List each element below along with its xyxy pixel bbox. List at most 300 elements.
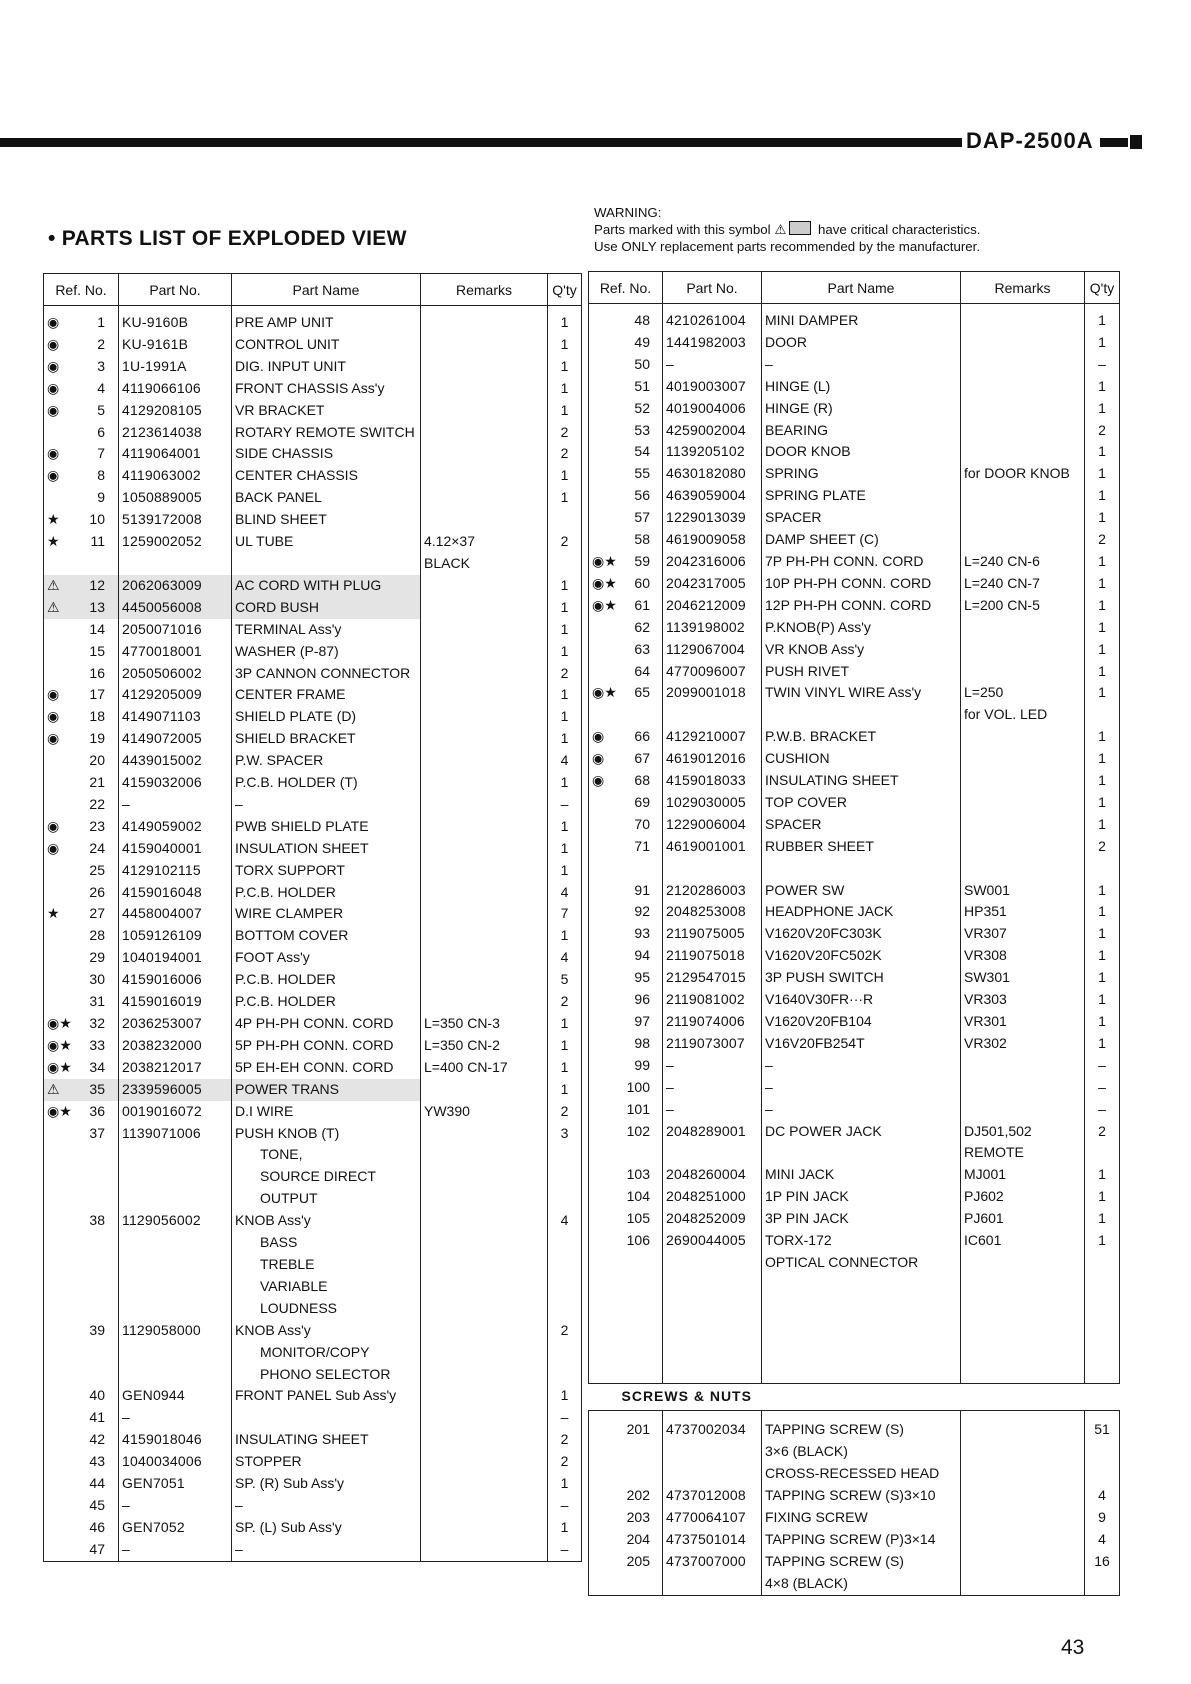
quantity: 1 <box>1085 880 1120 902</box>
quantity: 5 <box>548 969 582 991</box>
remarks <box>961 617 1085 639</box>
ref-cell <box>44 1276 119 1298</box>
ref-number: 104 <box>626 1188 650 1205</box>
ref-mark: ◉★ <box>592 574 617 591</box>
table-row <box>44 1276 582 1298</box>
table-row <box>589 945 1120 967</box>
part-number: 2119075018 <box>663 945 762 967</box>
ref-cell <box>589 1362 663 1384</box>
part-name: SP. (L) Sub Ass'y <box>232 1517 421 1539</box>
part-name: TAPPING SCREW (S) <box>762 1551 961 1573</box>
remarks <box>421 575 548 597</box>
quantity: 1 <box>1085 923 1120 945</box>
remarks: L=240 CN-6 <box>961 551 1085 573</box>
quantity: – <box>1085 354 1120 376</box>
remarks <box>961 1362 1085 1384</box>
part-name: DOOR KNOB <box>762 441 961 463</box>
table-row <box>589 901 1120 923</box>
quantity: 1 <box>548 641 582 663</box>
part-name: OPTICAL CONNECTOR <box>762 1252 961 1274</box>
table-row <box>589 463 1120 485</box>
screws-header-row <box>589 1384 1120 1411</box>
ref-cell <box>44 1210 119 1232</box>
part-name: 3P CANNON CONNECTOR <box>232 663 421 685</box>
remarks <box>421 1495 548 1517</box>
ref-cell <box>44 1232 119 1254</box>
part-name: PUSH KNOB (T) <box>232 1123 421 1145</box>
remarks <box>961 858 1085 880</box>
table-row <box>44 663 582 685</box>
ref-number: 92 <box>634 903 650 920</box>
part-number: 4149072005 <box>119 728 232 750</box>
ref-number: 48 <box>634 312 650 328</box>
part-name: SOURCE DIRECT <box>232 1166 421 1188</box>
table-row <box>44 1539 582 1562</box>
remarks <box>421 1276 548 1298</box>
screws-title: SCREWS & NUTS <box>589 1384 1120 1411</box>
remarks <box>961 1340 1085 1362</box>
part-name <box>762 1340 961 1362</box>
ref-number: 62 <box>634 618 650 635</box>
quantity: 1 <box>1085 398 1120 420</box>
ref-cell <box>589 1011 663 1033</box>
part-number: KU-9161B <box>119 334 232 356</box>
table-row <box>589 1208 1120 1230</box>
table-row <box>44 860 582 882</box>
remarks <box>961 1463 1085 1485</box>
part-number: 1129058000 <box>119 1320 232 1342</box>
part-number <box>663 1362 762 1384</box>
table-row <box>589 1142 1120 1164</box>
ref-number: 31 <box>89 993 105 1010</box>
part-name: 5P PH-PH CONN. CORD <box>232 1035 421 1057</box>
remarks <box>961 661 1085 683</box>
part-number: – <box>663 354 762 376</box>
table-row <box>589 1318 1120 1340</box>
ref-number: 44 <box>89 1475 105 1492</box>
quantity: 2 <box>1085 529 1120 551</box>
part-number: 2119075005 <box>663 923 762 945</box>
quantity: 1 <box>1085 1230 1120 1252</box>
remarks <box>421 991 548 1013</box>
ref-cell <box>589 1121 663 1143</box>
quantity <box>1085 858 1120 880</box>
table-row <box>589 748 1120 770</box>
quantity: 1 <box>548 400 582 422</box>
part-number <box>663 1573 762 1596</box>
part-number: 1139071006 <box>119 1123 232 1145</box>
ref-number: 57 <box>634 509 650 526</box>
quantity: 1 <box>1085 682 1120 704</box>
ref-number: 95 <box>634 969 650 986</box>
part-name: TERMINAL Ass'y <box>232 619 421 641</box>
remarks: BLACK <box>421 553 548 575</box>
quantity <box>1085 1463 1120 1485</box>
part-name: 3P PUSH SWITCH <box>762 967 961 989</box>
ref-cell <box>589 1551 663 1573</box>
part-name: SHIELD BRACKET <box>232 728 421 750</box>
quantity: 1 <box>1085 332 1120 354</box>
col-remarks: Remarks <box>421 274 548 306</box>
part-name: SPRING <box>762 463 961 485</box>
table-row <box>589 792 1120 814</box>
remarks: L=350 CN-2 <box>421 1035 548 1057</box>
part-number: 4159032006 <box>119 772 232 794</box>
part-name: TOP COVER <box>762 792 961 814</box>
ref-cell <box>44 1429 119 1451</box>
table-row <box>589 551 1120 573</box>
table-row <box>589 661 1120 683</box>
ref-cell <box>589 420 663 442</box>
ref-mark: ◉ <box>592 772 605 789</box>
part-name: – <box>762 1077 961 1099</box>
ref-cell <box>44 1101 119 1123</box>
ref-cell <box>44 575 119 597</box>
table-row <box>44 991 582 1013</box>
remarks <box>961 1573 1085 1596</box>
ref-cell <box>589 639 663 661</box>
table-row <box>589 1055 1120 1077</box>
table-row <box>589 1252 1120 1274</box>
ref-cell <box>589 463 663 485</box>
quantity: 1 <box>1085 1186 1120 1208</box>
table-row <box>589 1411 1120 1441</box>
remarks <box>421 772 548 794</box>
remarks <box>421 706 548 728</box>
part-name: STOPPER <box>232 1451 421 1473</box>
ref-number: 22 <box>89 795 105 812</box>
remarks <box>961 1296 1085 1318</box>
part-number: 1441982003 <box>663 332 762 354</box>
quantity: 1 <box>548 356 582 378</box>
table-header-row <box>44 274 582 306</box>
table-row <box>44 684 582 706</box>
part-name: DIG. INPUT UNIT <box>232 356 421 378</box>
ref-number: 25 <box>89 861 105 878</box>
ref-mark: ◉ <box>47 839 60 856</box>
part-number: 1259002052 <box>119 531 232 553</box>
ref-number: 47 <box>89 1540 105 1557</box>
ref-cell <box>44 1407 119 1429</box>
ref-number: 55 <box>634 465 650 482</box>
ref-cell <box>589 1340 663 1362</box>
col-name: Part Name <box>232 274 421 306</box>
quantity: 1 <box>1085 507 1120 529</box>
part-name: V1620V20FC303K <box>762 923 961 945</box>
ref-mark: ◉ <box>47 467 60 484</box>
ref-cell <box>589 1055 663 1077</box>
remarks <box>961 529 1085 551</box>
remarks: L=250 <box>961 682 1085 704</box>
quantity <box>548 1298 582 1320</box>
part-name: WIRE CLAMPER <box>232 903 421 925</box>
part-name: OUTPUT <box>232 1188 421 1210</box>
ref-cell <box>44 794 119 816</box>
quantity: – <box>548 1407 582 1429</box>
part-number: 4119064001 <box>119 443 232 465</box>
ref-cell <box>44 1166 119 1188</box>
quantity: 2 <box>1085 1121 1120 1143</box>
ref-mark: ◉ <box>47 730 60 747</box>
table-row <box>589 639 1120 661</box>
ref-number: 27 <box>89 905 105 922</box>
remarks <box>421 860 548 882</box>
remarks: for DOOR KNOB <box>961 463 1085 485</box>
ref-mark: ◉★ <box>47 1102 72 1119</box>
table-row <box>589 1551 1120 1573</box>
ref-cell <box>44 509 119 531</box>
part-number: 4639059004 <box>663 485 762 507</box>
remarks <box>421 465 548 487</box>
table-row <box>44 1232 582 1254</box>
part-number: 2123614038 <box>119 422 232 444</box>
part-name: INSULATING SHEET <box>762 770 961 792</box>
ref-mark: ◉★ <box>592 596 617 613</box>
part-number <box>119 1166 232 1188</box>
ref-number: 56 <box>634 487 650 504</box>
table-row <box>589 770 1120 792</box>
ref-cell <box>589 967 663 989</box>
ref-cell <box>44 1057 119 1079</box>
table-row <box>44 1473 582 1495</box>
remarks: SW001 <box>961 880 1085 902</box>
ref-number: 93 <box>634 925 650 942</box>
part-name: SIDE CHASSIS <box>232 443 421 465</box>
ref-number: 102 <box>626 1122 650 1139</box>
quantity <box>548 1188 582 1210</box>
remarks <box>421 1298 548 1320</box>
ref-number: 99 <box>634 1056 650 1073</box>
table-row <box>589 1164 1120 1186</box>
part-number: 4770064107 <box>663 1507 762 1529</box>
ref-number: 98 <box>634 1034 650 1051</box>
table-row <box>44 1364 582 1386</box>
quantity <box>548 1276 582 1298</box>
quantity: 1 <box>548 334 582 356</box>
part-name: FIXING SCREW <box>762 1507 961 1529</box>
part-number <box>663 1252 762 1274</box>
part-name: SPACER <box>762 814 961 836</box>
ref-number: 46 <box>89 1518 105 1535</box>
quantity: 1 <box>548 1035 582 1057</box>
quantity: – <box>1085 1055 1120 1077</box>
ref-cell <box>44 1451 119 1473</box>
ref-cell <box>44 1035 119 1057</box>
ref-number: 94 <box>634 947 650 964</box>
table-row <box>44 728 582 750</box>
ref-number: 39 <box>89 1321 105 1338</box>
remarks <box>961 1551 1085 1573</box>
part-name: ROTARY REMOTE SWITCH <box>232 422 421 444</box>
remarks <box>961 770 1085 792</box>
part-number: 4619012016 <box>663 748 762 770</box>
table-row <box>44 1407 582 1429</box>
part-number: 2062063009 <box>119 575 232 597</box>
col-qty: Q'ty <box>1085 272 1120 304</box>
remarks <box>421 400 548 422</box>
quantity: – <box>1085 1077 1120 1099</box>
ref-number: 17 <box>89 686 105 703</box>
part-number: – <box>119 1407 232 1429</box>
quantity: 2 <box>548 1451 582 1473</box>
warning-line1-pre: Parts marked with this symbol <box>594 222 771 237</box>
part-number <box>663 1340 762 1362</box>
part-number: 2690044005 <box>663 1230 762 1252</box>
part-number: 1229006004 <box>663 814 762 836</box>
table-row <box>589 1573 1120 1596</box>
quantity: 1 <box>1085 967 1120 989</box>
remarks <box>421 663 548 685</box>
ref-number: 60 <box>634 574 650 591</box>
remarks <box>421 969 548 991</box>
table-row <box>44 1079 582 1101</box>
remarks: VR307 <box>961 923 1085 945</box>
quantity: 2 <box>548 1101 582 1123</box>
part-name <box>762 858 961 880</box>
remarks <box>421 1517 548 1539</box>
ref-number: 3 <box>97 357 105 374</box>
table-row <box>44 487 582 509</box>
table-row <box>44 400 582 422</box>
part-name: PHONO SELECTOR <box>232 1364 421 1386</box>
remarks <box>961 1507 1085 1529</box>
part-number: 4019003007 <box>663 376 762 398</box>
quantity <box>1085 1441 1120 1463</box>
quantity: 1 <box>1085 901 1120 923</box>
quantity: 1 <box>548 684 582 706</box>
col-name: Part Name <box>762 272 961 304</box>
ref-cell <box>589 661 663 683</box>
part-name: TWIN VINYL WIRE Ass'y <box>762 682 961 704</box>
quantity: 1 <box>1085 1033 1120 1055</box>
ref-cell <box>44 1539 119 1562</box>
ref-cell <box>44 334 119 356</box>
remarks: PJ601 <box>961 1208 1085 1230</box>
part-name: SP. (R) Sub Ass'y <box>232 1473 421 1495</box>
quantity: 4 <box>548 750 582 772</box>
remarks <box>961 1077 1085 1099</box>
remarks <box>421 750 548 772</box>
part-name: CONTROL UNIT <box>232 334 421 356</box>
table-row <box>589 726 1120 748</box>
part-name: P.KNOB(P) Ass'y <box>762 617 961 639</box>
part-number <box>663 1142 762 1164</box>
remarks <box>421 1188 548 1210</box>
part-name <box>762 1318 961 1340</box>
remarks: for VOL. LED <box>961 704 1085 726</box>
quantity: 2 <box>1085 836 1120 858</box>
part-number: 2046212009 <box>663 595 762 617</box>
part-number: 4119063002 <box>119 465 232 487</box>
remarks <box>421 1166 548 1188</box>
table-row <box>589 967 1120 989</box>
quantity <box>1085 1274 1120 1296</box>
remarks <box>961 1529 1085 1551</box>
parts-table-left <box>43 273 582 1562</box>
table-row <box>589 989 1120 1011</box>
warning-triangle-icon: ⚠ <box>774 222 787 237</box>
part-name: CENTER FRAME <box>232 684 421 706</box>
quantity: 1 <box>548 706 582 728</box>
ref-cell <box>44 487 119 509</box>
table-row <box>44 882 582 904</box>
ref-number: 9 <box>97 489 105 506</box>
quantity: 1 <box>1085 485 1120 507</box>
part-number: 2048252009 <box>663 1208 762 1230</box>
ref-cell <box>44 1320 119 1342</box>
table-row <box>589 1077 1120 1099</box>
quantity: 2 <box>548 443 582 465</box>
table-row <box>44 641 582 663</box>
remarks <box>421 1539 548 1562</box>
ref-mark: ⚠ <box>47 598 60 615</box>
part-name: FRONT CHASSIS Ass'y <box>232 378 421 400</box>
ref-cell <box>44 1079 119 1101</box>
ref-number: 59 <box>634 552 650 569</box>
table-row <box>44 794 582 816</box>
quantity: 2 <box>548 422 582 444</box>
quantity: 9 <box>1085 1507 1120 1529</box>
table-row <box>589 1362 1120 1384</box>
ref-mark: ◉ <box>47 686 60 703</box>
part-number: GEN7052 <box>119 1517 232 1539</box>
part-name: VR BRACKET <box>232 400 421 422</box>
table-row <box>44 1320 582 1342</box>
ref-cell <box>589 1099 663 1121</box>
ref-number: 50 <box>634 355 650 372</box>
quantity: 1 <box>1085 814 1120 836</box>
part-number: 4149059002 <box>119 816 232 838</box>
table-row <box>44 838 582 860</box>
ref-cell <box>589 1441 663 1463</box>
quantity: 1 <box>1085 748 1120 770</box>
warning-line2: Use ONLY replacement parts recommended by the manufacturer. <box>594 239 981 254</box>
ref-cell <box>589 726 663 748</box>
part-name: MONITOR/COPY <box>232 1342 421 1364</box>
ref-cell <box>44 882 119 904</box>
table-row <box>589 304 1120 332</box>
ref-cell <box>44 860 119 882</box>
col-qty: Q'ty <box>548 274 582 306</box>
ref-number: 68 <box>634 772 650 789</box>
ref-number: 32 <box>89 1015 105 1031</box>
part-number: 1040034006 <box>119 1451 232 1473</box>
part-number: 1139198002 <box>663 617 762 639</box>
quantity: 1 <box>548 575 582 597</box>
remarks <box>961 836 1085 858</box>
quantity: 2 <box>1085 420 1120 442</box>
ref-cell <box>589 1318 663 1340</box>
part-number: 1050889005 <box>119 487 232 509</box>
part-number: 4630182080 <box>663 463 762 485</box>
part-name: DAMP SHEET (C) <box>762 529 961 551</box>
remarks <box>421 1385 548 1407</box>
ref-cell <box>44 969 119 991</box>
part-name <box>762 704 961 726</box>
ref-number: 35 <box>89 1080 105 1097</box>
ref-mark: ◉ <box>47 445 60 462</box>
table-row <box>44 1429 582 1451</box>
ref-number: 100 <box>626 1078 650 1095</box>
remarks <box>421 947 548 969</box>
warning-title: WARNING: <box>594 205 662 220</box>
part-name: PWB SHIELD PLATE <box>232 816 421 838</box>
part-number: – <box>119 1495 232 1517</box>
ref-cell <box>44 1188 119 1210</box>
part-number <box>663 704 762 726</box>
quantity: 4 <box>1085 1485 1120 1507</box>
ref-number: 97 <box>634 1013 650 1029</box>
